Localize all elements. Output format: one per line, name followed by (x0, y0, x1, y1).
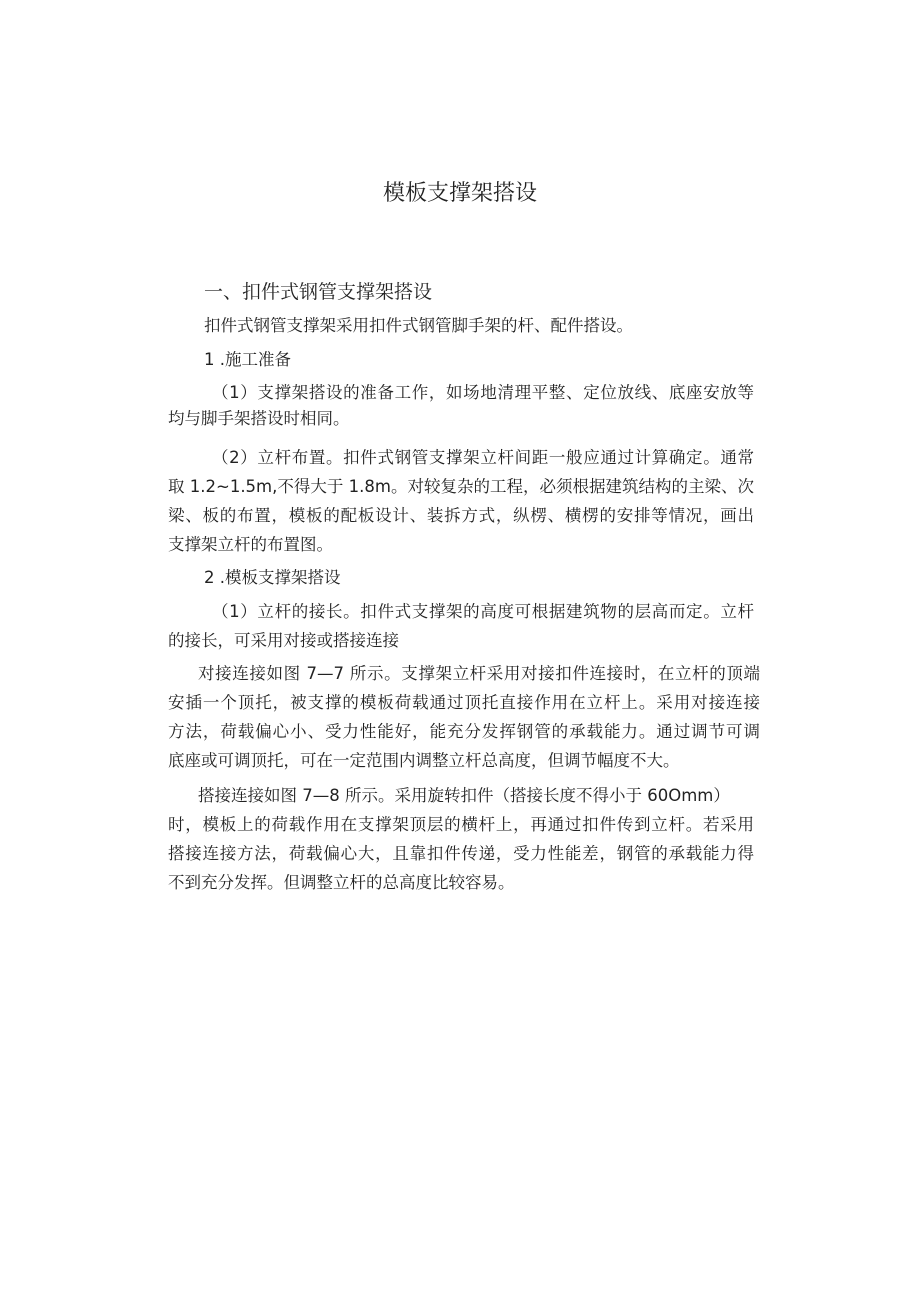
intro-paragraph: 扣件式钢管支撑架采用扣件式钢管脚手架的杆、配件搭设。 (204, 316, 633, 335)
paragraph-line: （1）支撑架搭设的准备工作，如场地清理平整、定位放线、底座安放等 (212, 383, 754, 402)
paragraph-line: 的接长，可采用对接或搭接连接 (168, 631, 399, 650)
subsection-heading-2: 2 .模板支撑架搭设 (204, 568, 341, 587)
paragraph-line: 搭接连接方法，荷载偏心大，且靠扣件传递，受力性能差，钢管的承载能力得 (168, 844, 754, 863)
paragraph-line: （1）立杆的接长。扣件式支撑架的高度可根据建筑物的层高而定。立杆 (212, 602, 754, 621)
document-title: 模板支撑架搭设 (382, 181, 537, 206)
paragraph-line: 梁、板的布置，模板的配板设计、装拆方式，纵楞、横楞的安排等情况，画出 (168, 506, 754, 525)
paragraph-line: 方法，荷载偏心小、受力性能好，能充分发挥钢管的承载能力。通过调节可调 (168, 722, 760, 741)
paragraph-line: 取 1.2~1.5m,不得大于 1.8m。对较复杂的工程，必须根据建筑结构的主梁、次 (168, 477, 754, 496)
paragraph-line: 底座或可调顶托，可在一定范围内调整立杆总高度，但调节幅度不大。 (168, 751, 680, 770)
paragraph-line: （2）立杆布置。扣件式钢管支撑架立杆间距一般应通过计算确定。通常 (212, 448, 754, 467)
paragraph-line: 不到充分发挥。但调整立杆的总高度比较容易。 (168, 873, 515, 892)
subsection-heading-1: 1 .施工准备 (204, 350, 291, 369)
paragraph-line: 支撑架立杆的布置图。 (168, 535, 333, 554)
paragraph-line: 均与脚手架搭设时相同。 (168, 409, 350, 428)
paragraph-line: 时，模板上的荷载作用在支撑架顶层的横杆上，再通过扣件传到立杆。若采用 (168, 815, 754, 834)
paragraph-line: 对接连接如图 7—7 所示。支撑架立杆采用对接扣件连接时，在立杆的顶端 (198, 664, 760, 683)
paragraph-line: 安插一个顶托，被支撑的模板荷载通过顶托直接作用在立杆上。采用对接连接 (168, 693, 760, 712)
section-heading: 一、扣件式钢管支撑架搭设 (204, 281, 433, 303)
paragraph-line: 搭接连接如图 7—8 所示。采用旋转扣件（搭接长度不得小于 60Omm） (198, 786, 730, 805)
